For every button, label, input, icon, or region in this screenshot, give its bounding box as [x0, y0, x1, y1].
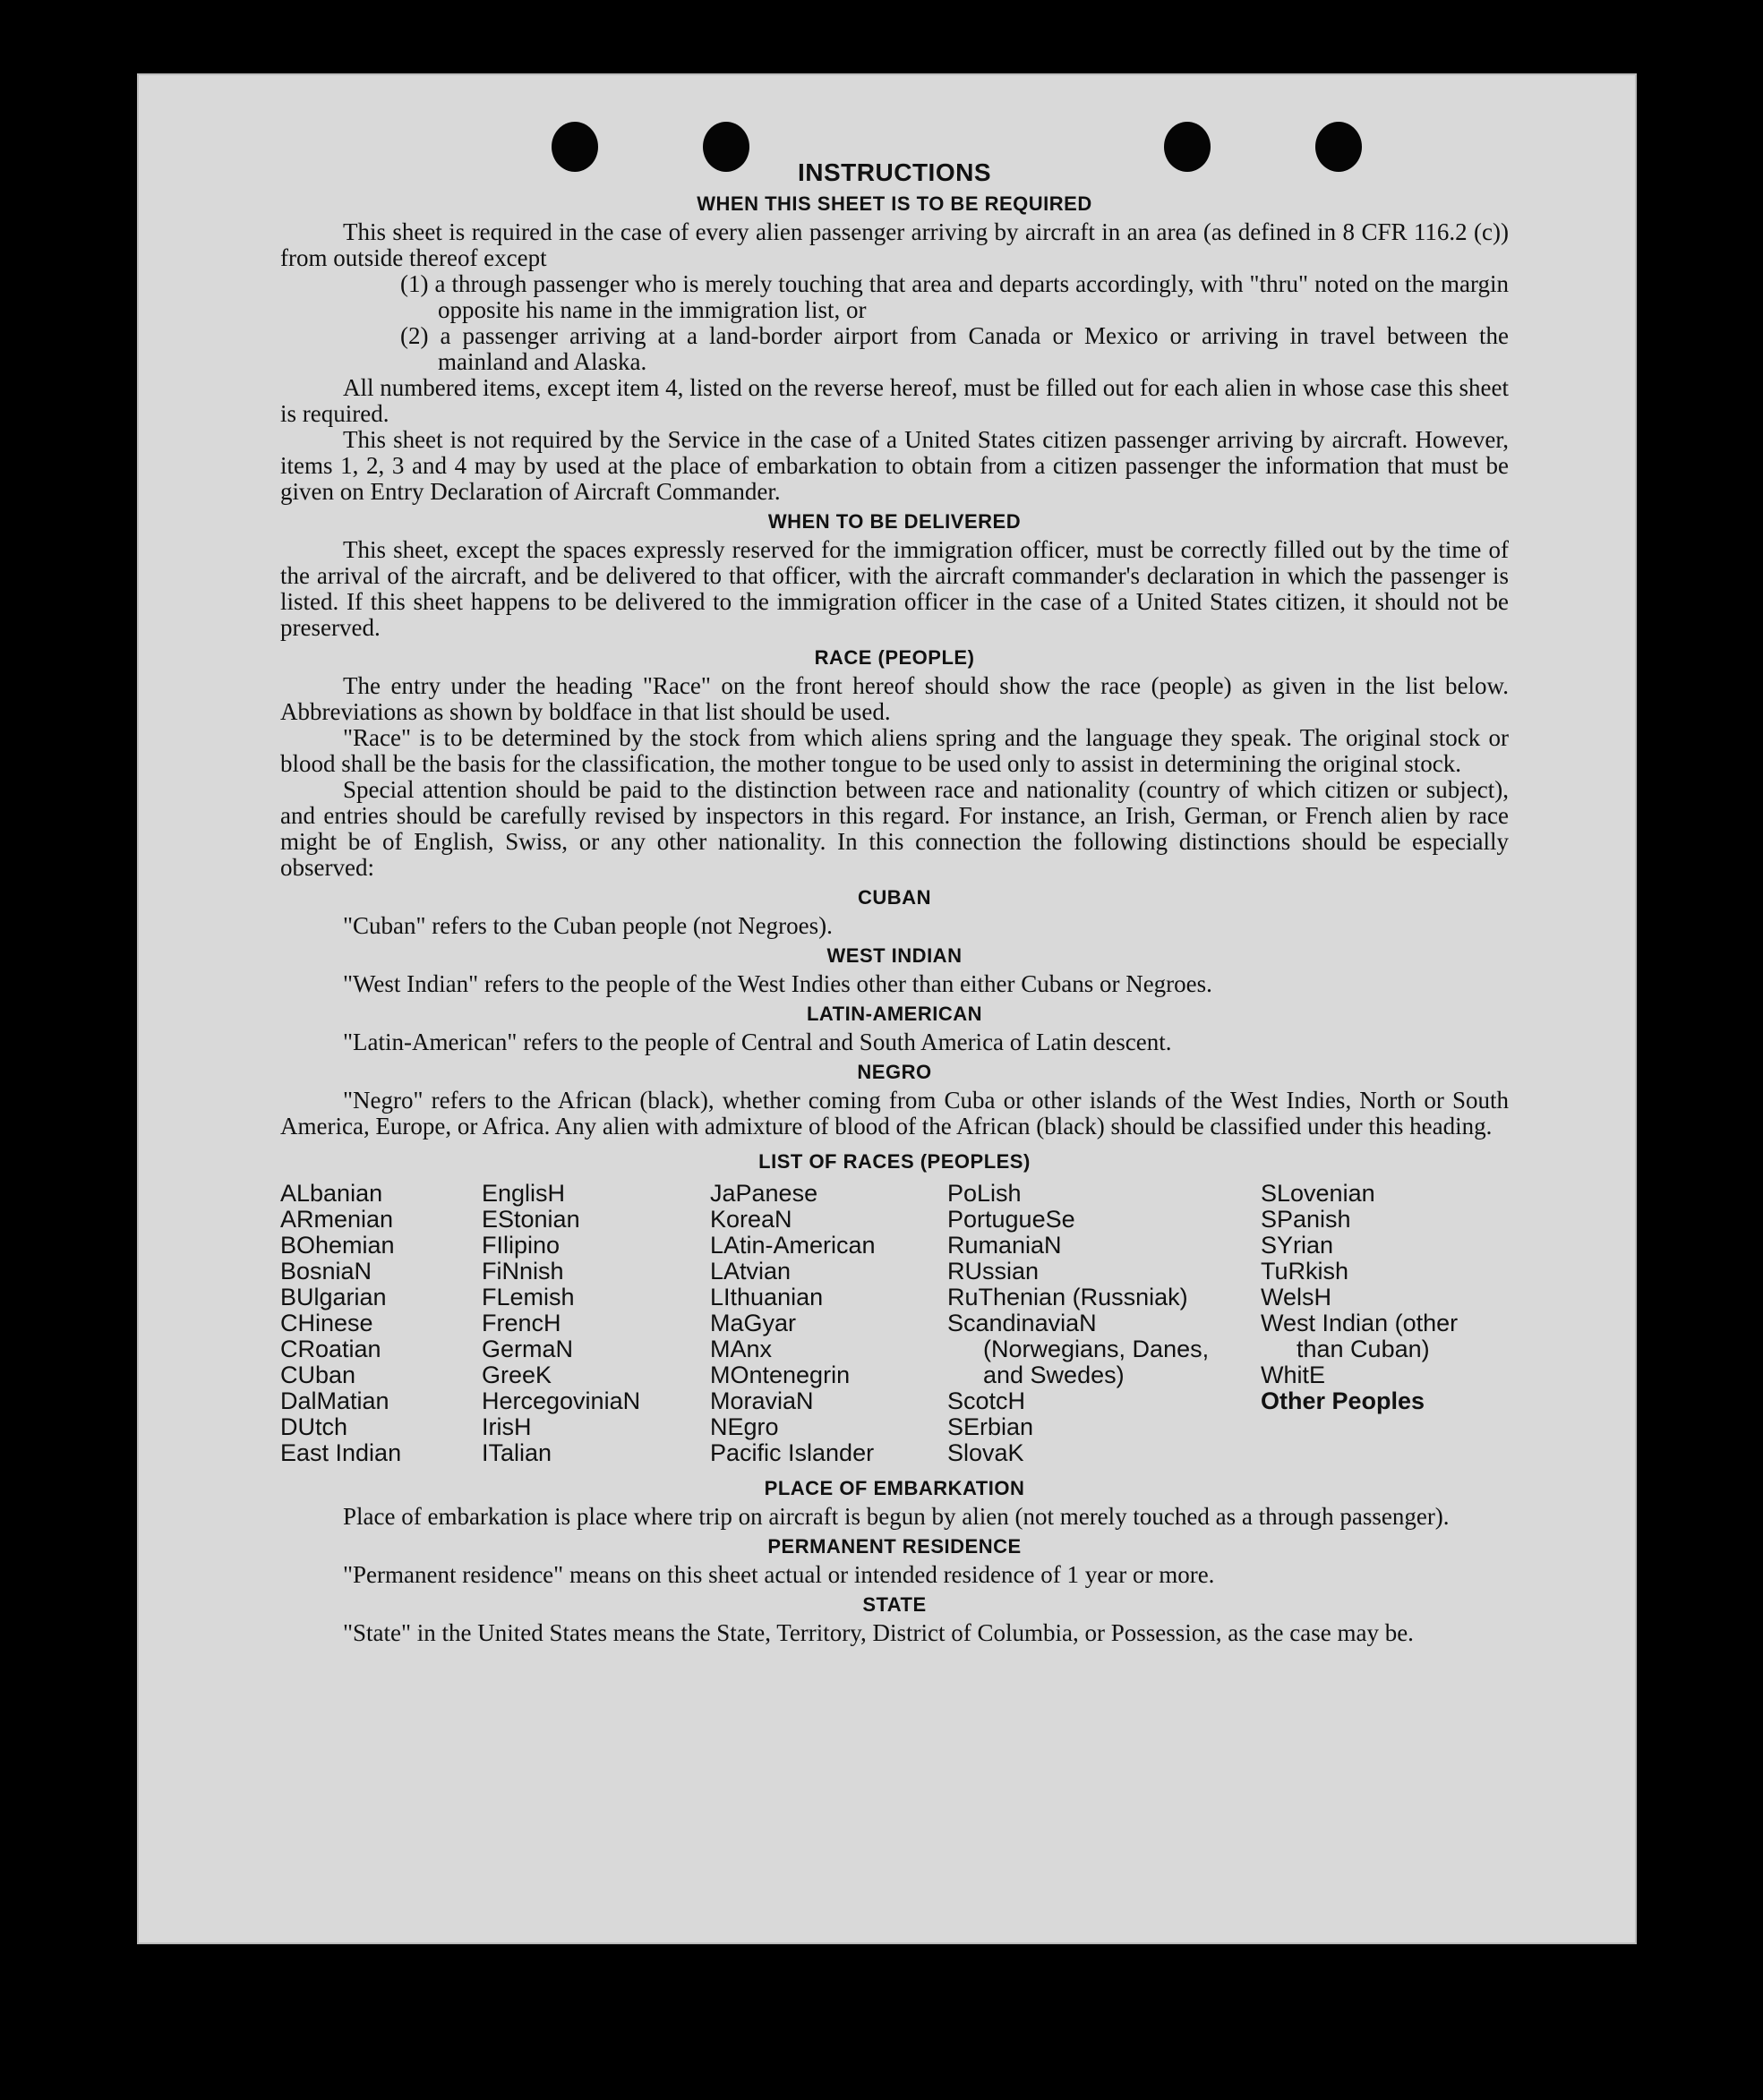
race-entry: PoLish	[947, 1180, 1022, 1207]
race-entry: SErbian	[947, 1413, 1034, 1440]
race-entry: BUlgarian	[280, 1284, 387, 1310]
section-heading-when-required: WHEN THIS SHEET IS TO BE REQUIRED	[697, 192, 1092, 215]
paragraph: This sheet is required in the case of every alien passenger arriving by aircraft in an area (as defined in 8 CFR 116.2 (c)) from outside thereof except	[280, 218, 1509, 271]
section-heading-negro: NEGRO	[857, 1061, 932, 1083]
paragraph: The entry under the heading "Race" on the front hereof should show the race (people) as given in the list below. Abbreviations as shown by boldface in that list should be used.	[280, 672, 1509, 725]
race-entry: RuThenian (Russniak)	[947, 1284, 1188, 1310]
section-heading-latin-american: LATIN-AMERICAN	[806, 1003, 982, 1025]
race-entry: GreeK	[482, 1362, 552, 1388]
race-entry: JaPanese	[710, 1180, 818, 1207]
race-column-1	[280, 1181, 482, 1466]
race-entry: FIlipino	[482, 1232, 561, 1259]
section-heading-cuban: CUBAN	[858, 886, 931, 909]
race-entry: TuRkish	[1261, 1258, 1349, 1285]
race-entry: SYrian	[1261, 1232, 1334, 1259]
race-entry: CUban	[280, 1362, 356, 1388]
paragraph: "State" in the United States means the State, Territory, District of Columbia, or Possession, as the case may be.	[343, 1619, 1414, 1646]
race-entry: ARmenian	[280, 1206, 394, 1233]
section-heading-permanent-residence: PERMANENT RESIDENCE	[767, 1535, 1022, 1558]
document-sheet	[137, 73, 1637, 1944]
race-entry: FiNnish	[482, 1258, 564, 1285]
race-column-5	[1261, 1181, 1509, 1466]
race-entry: SlovaK	[947, 1439, 1024, 1466]
race-entry: MaGyar	[710, 1310, 797, 1336]
race-entry: BOhemian	[280, 1232, 395, 1259]
race-entry: NEgro	[710, 1413, 779, 1440]
race-entry: West Indian (other than Cuban)	[1261, 1310, 1459, 1362]
race-entry: LAtvian	[710, 1258, 792, 1285]
list-item: (2) a passenger arriving at a land-border airport from Canada or Mexico or arriving in travel between the mainland and Alaska.	[400, 322, 1509, 375]
paragraph: "Race" is to be determined by the stock from which aliens spring and the language they speak. The original stock or blood shall be the basis for the classification, the mother tongue to be used only to assist in determining the original stock.	[280, 724, 1509, 777]
race-entry: GermaN	[482, 1336, 574, 1362]
paragraph: "Cuban" refers to the Cuban people (not Negroes).	[343, 912, 833, 939]
race-entry: MoraviaN	[710, 1387, 814, 1414]
race-column-2	[482, 1181, 710, 1466]
race-entry: CHinese	[280, 1310, 373, 1336]
section-heading-list-of-races: LIST OF RACES (PEOPLES)	[758, 1150, 1031, 1173]
race-entry: LAtin-American	[710, 1232, 876, 1259]
section-heading-state: STATE	[862, 1593, 927, 1616]
race-entry: EnglisH	[482, 1180, 566, 1207]
race-entry: CRoatian	[280, 1336, 381, 1362]
page-title: INSTRUCTIONS	[798, 158, 991, 186]
race-entry: BosniaN	[280, 1258, 372, 1285]
race-entry: WelsH	[1261, 1284, 1332, 1310]
race-entry: FrencH	[482, 1310, 561, 1336]
race-entry: ALbanian	[280, 1180, 383, 1207]
race-column-4	[947, 1181, 1261, 1466]
race-entry: RumaniaN	[947, 1232, 1062, 1259]
race-entry: ScotcH	[947, 1387, 1026, 1414]
paragraph: This sheet is not required by the Service in the case of a United States citizen passenger arriving by aircraft. However, items 1, 2, 3 and 4 may by used at the place of embarkation to obtain from a citizen passenger the information that must be given on Entry Declaration of Aircraft Commander.	[280, 426, 1509, 505]
race-entry: PortugueSe	[947, 1206, 1075, 1233]
race-entry: DUtch	[280, 1413, 348, 1440]
section-heading-embarkation: PLACE OF EMBARKATION	[764, 1477, 1025, 1499]
race-entry: FLemish	[482, 1284, 575, 1310]
race-entry: Other Peoples	[1261, 1387, 1425, 1414]
race-entry: RUssian	[947, 1258, 1040, 1285]
paragraph: "Latin-American" refers to the people of Central and South America of Latin descent.	[343, 1029, 1172, 1055]
race-entry: Pacific Islander	[710, 1439, 875, 1466]
section-heading-race: RACE (PEOPLE)	[814, 646, 975, 669]
race-entry: MAnx	[710, 1336, 773, 1362]
race-entry: East Indian	[280, 1439, 402, 1466]
race-list	[280, 1181, 1509, 1466]
paragraph: "Permanent residence" means on this sheet actual or intended residence of 1 year or more.	[343, 1561, 1215, 1588]
list-item: (1) a through passenger who is merely touching that area and departs accordingly, with "thru" noted on the margin opposite his name in the immigration list, or	[400, 270, 1509, 323]
race-entry: SLovenian	[1261, 1180, 1375, 1207]
paragraph: Special attention should be paid to the distinction between race and nationality (country of which citizen or subject), and entries should be carefully revised by inspectors in this regard. For instance, an Irish, German, or French alien by race might be of English, Swiss, or any other nationality. In this connection the following distinctions should be especially observed:	[280, 776, 1509, 881]
race-entry: SPanish	[1261, 1206, 1351, 1233]
section-heading-when-delivered: WHEN TO BE DELIVERED	[767, 510, 1022, 533]
race-column-3	[710, 1181, 947, 1466]
race-entry: LIthuanian	[710, 1284, 824, 1310]
paragraph: Place of embarkation is place where trip on aircraft is begun by alien (not merely touched as a through passenger).	[343, 1503, 1450, 1530]
race-entry: MOntenegrin	[710, 1362, 851, 1388]
section-heading-west-indian: WEST INDIAN	[826, 944, 963, 967]
race-entry: EStonian	[482, 1206, 580, 1233]
paragraph: All numbered items, except item 4, listed on the reverse hereof, must be filled out for each alien in whose case this sheet is required.	[280, 374, 1509, 427]
instructions-content	[280, 158, 1509, 1646]
paragraph: This sheet, except the spaces expressly reserved for the immigration officer, must be correctly filled out by the time of the arrival of the aircraft, and be delivered to that officer, with the aircraft commander's declaration in which the passenger is listed. If this sheet happens to be delivered to the immigration officer in the case of a United States citizen, it should not be preserved.	[280, 536, 1509, 641]
paragraph: "Negro" refers to the African (black), whether coming from Cuba or other islands of the West Indies, North or South America, Europe, or Africa. Any alien with admixture of blood of the African (black) should be classified under this heading.	[280, 1087, 1509, 1140]
race-entry: HercegoviniaN	[482, 1387, 641, 1414]
race-entry: ITalian	[482, 1439, 552, 1466]
race-entry: DalMatian	[280, 1387, 389, 1414]
race-entry: IrisH	[482, 1413, 532, 1440]
race-entry: WhitE	[1261, 1362, 1326, 1388]
race-entry: KoreaN	[710, 1206, 792, 1233]
race-entry: ScandinaviaN (Norwegians, Danes, and Swedes)	[947, 1310, 1210, 1388]
paragraph: "West Indian" refers to the people of the West Indies other than either Cubans or Negroes.	[343, 970, 1212, 997]
